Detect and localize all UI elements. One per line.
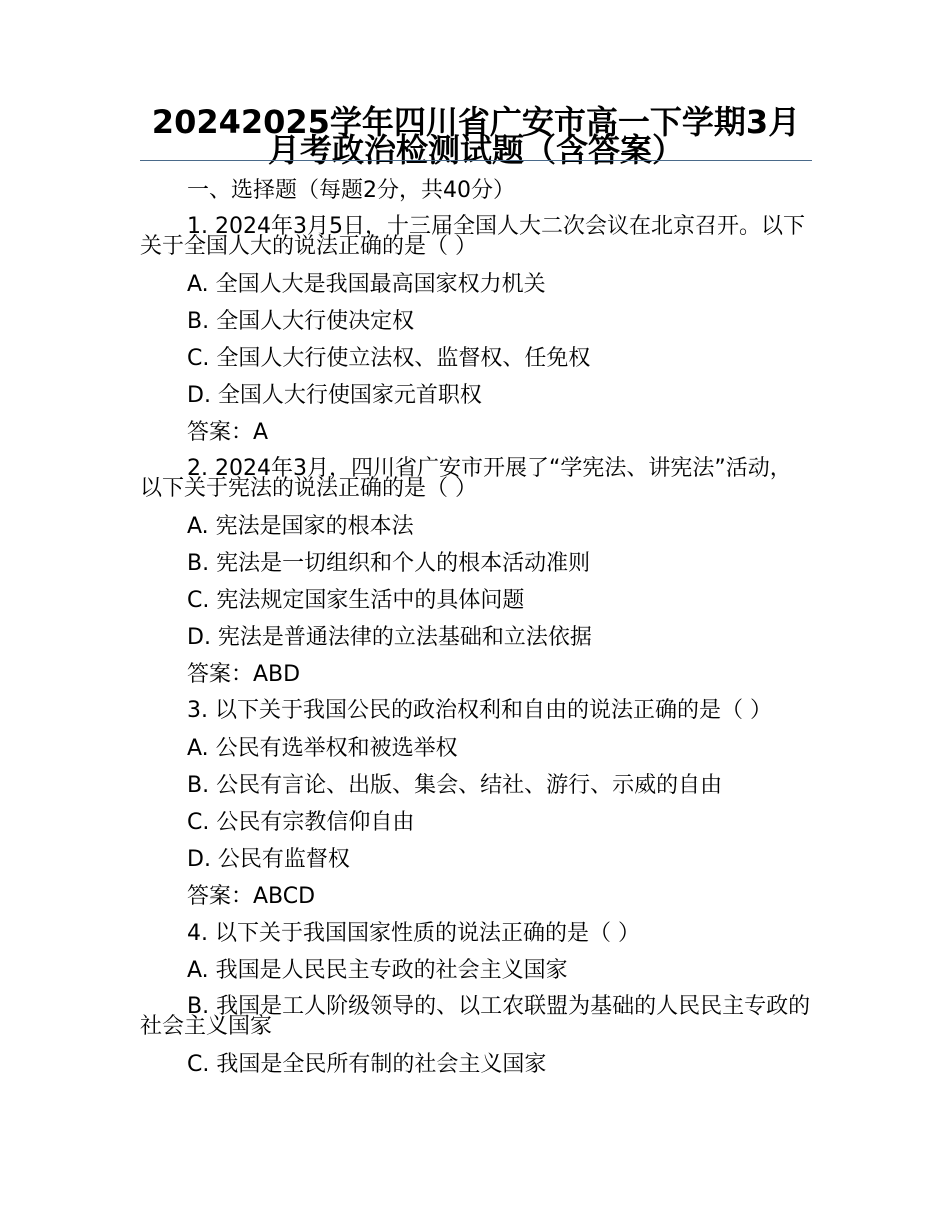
option-d: D. 宪法是普通法律的立法基础和立法依据 [187,625,592,650]
option-d: D. 全国人大行使国家元首职权 [187,383,482,408]
question-stem: 1. 2024年3月5日，十三届全国人大二次会议在北京召开。以下关于全国人大的说法正确的是（ ） [140,214,805,259]
document-title: 20242025学年四川省广安市高一下学期3月月考政治检测试题（含答案） [151,103,801,169]
title-divider [140,160,812,161]
option-c: C. 公民有宗教信仰自由 [187,810,415,835]
option-c: C. 宪法规定国家生活中的具体问题 [187,588,525,613]
option-b: B. 我国是工人阶级领导的、以工农联盟为基础的人民民主专政的社会主义国家 [140,994,811,1039]
option-d: D. 公民有监督权 [187,847,350,872]
option-a: A. 宪法是国家的根本法 [187,514,414,539]
option-b: B. 全国人大行使决定权 [187,309,415,334]
document-body [140,172,812,1083]
answer-line: 答案：ABCD [187,884,316,909]
option-a: A. 全国人大是我国最高国家权力机关 [187,272,546,297]
question-stem: 2. 2024年3月，四川省广安市开展了“学宪法、讲宪法”活动，以下关于宪法的说法正确的是（ ） [140,456,792,501]
question-stem: 3. 以下关于我国公民的政治权利和自由的说法正确的是（ ） [187,698,772,723]
answer-line: 答案：ABD [187,662,301,687]
option-b: B. 宪法是一切组织和个人的根本活动准则 [187,551,591,576]
option-a: A. 我国是人民民主专政的社会主义国家 [187,958,568,983]
section-heading: 一、选择题（每题2分，共40分） [187,178,515,203]
option-a: A. 公民有选举权和被选举权 [187,736,458,761]
option-b: B. 公民有言论、出版、集会、结社、游行、示威的自由 [187,773,723,798]
option-c: C. 我国是全民所有制的社会主义国家 [187,1052,547,1077]
answer-line: 答案：A [187,420,269,445]
question-stem: 4. 以下关于我国国家性质的说法正确的是（ ） [187,921,640,946]
option-c: C. 全国人大行使立法权、监督权、任免权 [187,346,591,371]
